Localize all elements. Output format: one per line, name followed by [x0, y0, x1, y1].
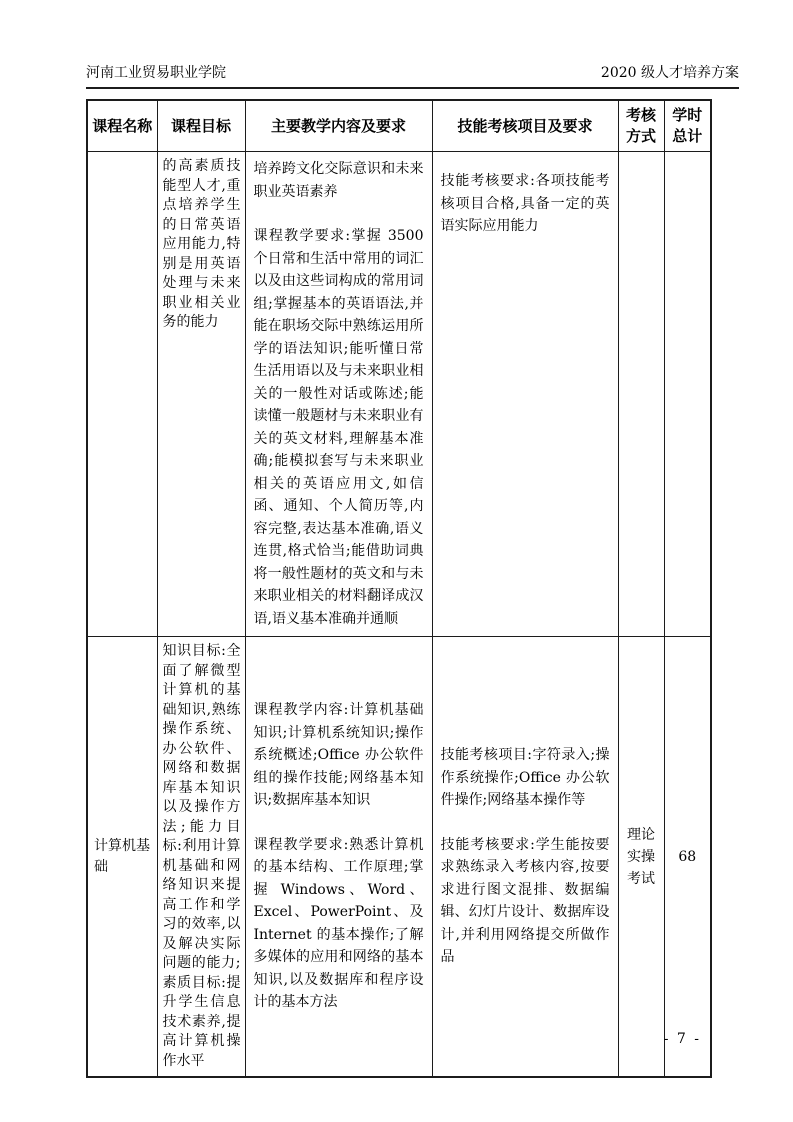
content-paragraph: 课程教学内容:计算机基础知识;计算机系统知识;操作系统概述;Office 办公软件组的操作技能;网络基本知识;数据库基本知识 — [253, 702, 424, 809]
col-header-course-name: 课程名称 — [87, 100, 157, 152]
teaching-content-cell — [245, 637, 432, 1078]
content-paragraph: 课程教学要求:掌握 3500 个日常和生活中常用的词汇以及由这些词构成的常用词组;掌握基本的英语语法,并能在职场交际中熟练运用所学的语法知识;能听懂日常生活用语以及与未来职业相关的一般性对话或陈述;能读懂一般题材与未来职业有关的英文材料,理解基本准确;能模拟套写与未来职业相关的英语应用文,如信函、通知、个人简历等,内容完整,表达基本准确,语义连贯,格式恰当;能借助词典将一般性题材的英文和与未来职业相关的材料翻译成汉语,语义基本准确并通顺 — [253, 228, 424, 627]
skill-assessment-cell — [432, 637, 618, 1078]
assessment-paragraph: 技能考核项目:字符录入;操作系统操作;Office 办公软件操作;网络基本操作等 — [440, 747, 610, 809]
col-header-hours: 学时总计 — [664, 100, 711, 152]
content-paragraph: 培养跨文化交际意识和未来职业英语素养 — [253, 161, 424, 200]
assessment-method-cell: 理论实操考试 — [618, 637, 664, 1078]
header-plan-title: 2020 级人才培养方案 — [600, 65, 739, 81]
table-header-row — [87, 100, 711, 152]
assessment-paragraph: 技能考核要求:学生能按要求熟练录入考核内容,按要求进行图文混排、数据编辑、幻灯片设计、数据库设计,并利用网络提交所做作品 — [440, 836, 610, 966]
table-row — [87, 152, 711, 637]
assessment-paragraph: 技能考核要求:各项技能考核项目合格,具备一定的英语实际应用能力 — [440, 173, 610, 234]
col-header-objectives: 课程目标 — [157, 100, 245, 152]
course-table — [86, 99, 712, 1078]
page-number: - 7 - — [663, 1031, 701, 1047]
col-header-method: 考核方式 — [618, 100, 664, 152]
total-hours-cell: 68 — [664, 637, 711, 1078]
assessment-method-cell — [618, 152, 664, 637]
content-paragraph: 课程教学要求:熟悉计算机的基本结构、工作原理;掌握 Windows、Word、Excel、PowerPoint、及 Internet 的基本操作;了解多媒体的应用和网络的基本知识,以及数据库和程序设计的基本方法 — [253, 836, 424, 1011]
document-header — [86, 64, 739, 89]
col-header-content: 主要教学内容及要求 — [245, 100, 432, 152]
table-row — [87, 637, 711, 1078]
header-school-name: 河南工业贸易职业学院 — [86, 65, 226, 81]
course-name-cell — [87, 152, 157, 637]
course-objectives-cell: 的高素质技能型人才,重点培养学生的日常英语应用能力,特别是用英语处理与未来职业相关业务的能力 — [157, 152, 245, 637]
course-name-cell: 计算机基础 — [87, 637, 157, 1078]
skill-assessment-cell — [432, 152, 618, 637]
teaching-content-cell — [245, 152, 432, 637]
col-header-assessment: 技能考核项目及要求 — [432, 100, 618, 152]
course-objectives-cell: 知识目标:全面了解微型计算机的基础知识,熟练操作系统、办公软件、网络和数据库基本知识以及操作方法;能力目标:利用计算机基础和网络知识来提高工作和学习的效率,以及解决实际问题的能力;素质目标:提升学生信息技术素养,提高计算机操作水平 — [157, 637, 245, 1078]
total-hours-cell — [664, 152, 711, 637]
